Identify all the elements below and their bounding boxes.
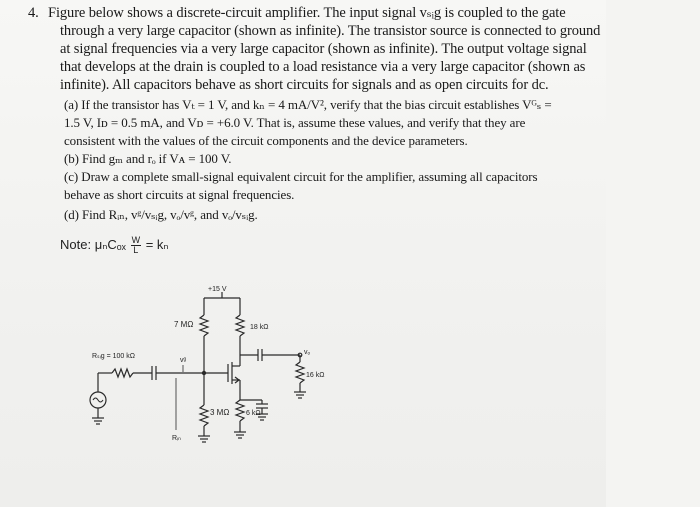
note-label: Note: — [60, 236, 92, 252]
resistor-6kohm — [236, 400, 244, 421]
label-rsig: Rₛᵢg = 100 kΩ — [92, 353, 135, 360]
label-3mohm: 3 MΩ — [210, 408, 230, 417]
label-rin: Rᵢₙ — [172, 435, 181, 442]
part-d: (d) Find Rᵢₙ, vᵍ/vₛᵢg, vₒ/vᵍ, and vₒ/vₛᵢg. — [64, 207, 258, 222]
note-lhs: μₙCₒₓ — [94, 236, 126, 252]
part-c-line-2: behave as short circuits at signal frequencies. — [64, 187, 295, 202]
supply-label: +15 V — [208, 286, 227, 293]
label-7mohm: 7 MΩ — [174, 320, 194, 329]
gate-node — [202, 371, 205, 374]
part-c-line-1: (c) Draw a complete small-signal equivalent circuit for the amplifier, assuming all capacitors — [64, 169, 538, 184]
note-rhs: = kₙ — [145, 236, 169, 252]
problem-line-4: that develops at the drain is coupled to a load resistance via a very large capacitor (shown as — [60, 59, 586, 75]
frac-denominator: L — [133, 245, 139, 255]
part-a-line-3: consistent with the values of the circuit components and the device parameters. — [64, 133, 468, 148]
label-vo: vₒ — [304, 349, 311, 356]
problem-number: 4. — [28, 5, 39, 21]
part-b: (b) Find gₘ and rₒ if Vᴀ = 100 V. — [64, 151, 232, 166]
label-6kohm: 6 kΩ — [246, 410, 261, 417]
label-18kohm: 18 kΩ — [250, 324, 269, 331]
problem-line-3: at signal frequencies via a very large capacitor (shown as infinite). The output voltage signal — [60, 41, 587, 57]
resistor-16kohm — [296, 362, 304, 383]
label-16kohm: 16 kΩ — [306, 372, 325, 379]
resistor-7mohm — [200, 315, 208, 336]
problem-line-5: infinite). All capacitors behave as short circuits for signals and as open circuits for dc. — [60, 77, 549, 93]
part-a-line-2: 1.5 V, Iᴅ = 0.5 mA, and Vᴅ = +6.0 V. That is, assume these values, and verify that they are — [64, 115, 526, 130]
label-vg: vᵍ — [180, 357, 187, 364]
part-a-line-1: (a) If the transistor has Vₜ = 1 V, and kₙ = 4 mA/V², verify that the bias circuit establishes Vᴳₛ = — [64, 97, 552, 112]
resistor-3mohm — [200, 405, 208, 426]
resistor-rsig — [112, 369, 133, 377]
problem-line-1: Figure below shows a discrete-circuit amplifier. The input signal vₛᵢg is coupled to the gate — [48, 5, 566, 21]
problem-line-2: through a very large capacitor (shown as infinite). The transistor source is connected to ground — [60, 23, 601, 39]
resistor-18kohm — [236, 315, 244, 336]
frac-numerator: W — [131, 235, 141, 245]
